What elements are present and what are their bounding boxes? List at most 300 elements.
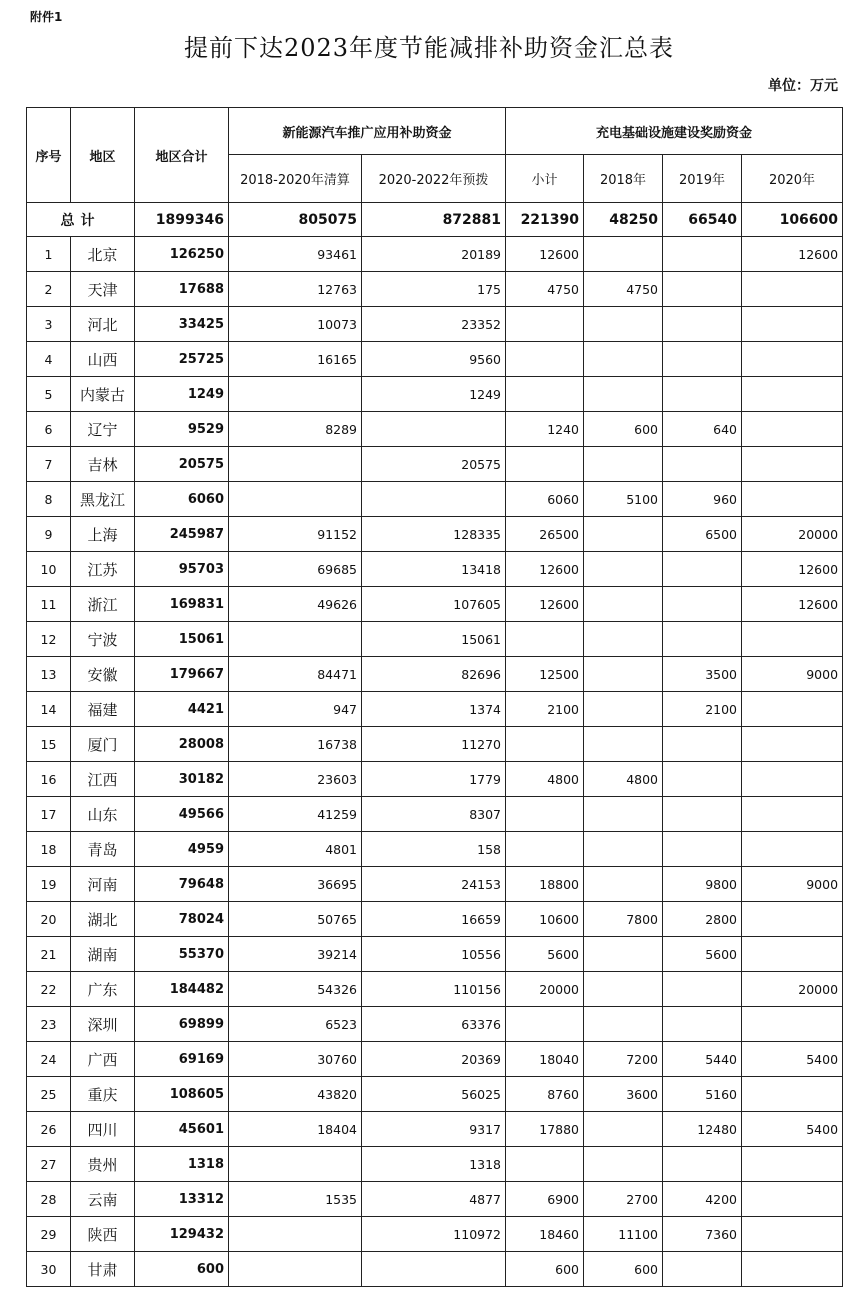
cell-2018 <box>584 692 663 727</box>
cell-region-total: 179667 <box>135 657 229 692</box>
cell-nev-2020-2022: 107605 <box>362 587 506 622</box>
cell-nev-2018-2020 <box>229 377 362 412</box>
cell-nev-2018-2020: 6523 <box>229 1007 362 1042</box>
table-row <box>27 377 843 412</box>
cell-subtotal <box>506 1147 584 1182</box>
table-row <box>27 1252 843 1287</box>
cell-2019: 12480 <box>663 1112 742 1147</box>
cell-region-total: 20575 <box>135 447 229 482</box>
cell-2018 <box>584 1147 663 1182</box>
cell-nev-2018-2020: 18404 <box>229 1112 362 1147</box>
cell-nev-2018-2020: 69685 <box>229 552 362 587</box>
header-nev-2020-2022: 2020-2022年预拨 <box>362 155 506 203</box>
cell-nev-2020-2022: 110156 <box>362 972 506 1007</box>
cell-2019 <box>663 832 742 867</box>
table-row <box>27 517 843 552</box>
table-row <box>27 797 843 832</box>
cell-nev-2018-2020: 39214 <box>229 937 362 972</box>
cell-2019: 960 <box>663 482 742 517</box>
cell-region-total: 245987 <box>135 517 229 552</box>
total-row <box>27 203 843 237</box>
cell-subtotal <box>506 1007 584 1042</box>
cell-2020: 12600 <box>742 587 843 622</box>
cell-subtotal: 6900 <box>506 1182 584 1217</box>
cell-region: 安徽 <box>71 657 135 692</box>
cell-2020 <box>742 377 843 412</box>
cell-region: 云南 <box>71 1182 135 1217</box>
cell-subtotal: 18460 <box>506 1217 584 1252</box>
cell-2019 <box>663 237 742 272</box>
cell-2018: 4800 <box>584 762 663 797</box>
cell-index: 5 <box>27 377 71 412</box>
cell-region: 四川 <box>71 1112 135 1147</box>
table-row <box>27 902 843 937</box>
cell-nev-2020-2022: 1374 <box>362 692 506 727</box>
cell-region-total: 184482 <box>135 972 229 1007</box>
cell-subtotal <box>506 832 584 867</box>
cell-nev-2018-2020: 50765 <box>229 902 362 937</box>
cell-index: 3 <box>27 307 71 342</box>
cell-2018 <box>584 972 663 1007</box>
cell-nev-2020-2022: 63376 <box>362 1007 506 1042</box>
table-row <box>27 237 843 272</box>
cell-subtotal <box>506 727 584 762</box>
cell-subtotal: 600 <box>506 1252 584 1287</box>
table-row <box>27 412 843 447</box>
cell-2018 <box>584 237 663 272</box>
cell-2019 <box>663 972 742 1007</box>
cell-region: 河北 <box>71 307 135 342</box>
cell-nev-2018-2020: 43820 <box>229 1077 362 1112</box>
cell-index: 30 <box>27 1252 71 1287</box>
cell-2020 <box>742 1147 843 1182</box>
cell-nev-2020-2022: 128335 <box>362 517 506 552</box>
table-row <box>27 587 843 622</box>
cell-region: 辽宁 <box>71 412 135 447</box>
cell-2020 <box>742 937 843 972</box>
cell-nev-2018-2020: 91152 <box>229 517 362 552</box>
cell-2018 <box>584 1112 663 1147</box>
cell-index: 25 <box>27 1077 71 1112</box>
cell-region-total: 79648 <box>135 867 229 902</box>
cell-subtotal: 4800 <box>506 762 584 797</box>
cell-nev-2020-2022: 4877 <box>362 1182 506 1217</box>
cell-nev-2020-2022: 1779 <box>362 762 506 797</box>
table-row <box>27 1182 843 1217</box>
cell-index: 2 <box>27 272 71 307</box>
cell-nev-2018-2020 <box>229 1147 362 1182</box>
cell-nev-2018-2020 <box>229 1252 362 1287</box>
cell-2018 <box>584 552 663 587</box>
cell-region-total: 69899 <box>135 1007 229 1042</box>
cell-nev-2018-2020 <box>229 622 362 657</box>
cell-nev-2018-2020: 1535 <box>229 1182 362 1217</box>
cell-region-total: 95703 <box>135 552 229 587</box>
cell-index: 6 <box>27 412 71 447</box>
cell-region: 福建 <box>71 692 135 727</box>
header-2020: 2020年 <box>742 155 843 203</box>
cell-2020 <box>742 447 843 482</box>
cell-subtotal: 12500 <box>506 657 584 692</box>
cell-2019: 9800 <box>663 867 742 902</box>
total-region-total: 1899346 <box>135 203 229 237</box>
cell-region-total: 9529 <box>135 412 229 447</box>
cell-2020: 5400 <box>742 1112 843 1147</box>
cell-region-total: 55370 <box>135 937 229 972</box>
header-group-charging: 充电基础设施建设奖励资金 <box>506 108 843 155</box>
cell-nev-2018-2020: 41259 <box>229 797 362 832</box>
cell-nev-2020-2022: 20189 <box>362 237 506 272</box>
cell-2019 <box>663 587 742 622</box>
cell-2019: 7360 <box>663 1217 742 1252</box>
cell-index: 8 <box>27 482 71 517</box>
cell-2018 <box>584 377 663 412</box>
cell-region: 厦门 <box>71 727 135 762</box>
cell-subtotal <box>506 342 584 377</box>
cell-region-total: 129432 <box>135 1217 229 1252</box>
cell-index: 26 <box>27 1112 71 1147</box>
cell-index: 17 <box>27 797 71 832</box>
unit-label: 单位：万元 <box>768 78 838 94</box>
total-2019: 66540 <box>663 203 742 237</box>
cell-nev-2020-2022: 20369 <box>362 1042 506 1077</box>
cell-2020: 20000 <box>742 972 843 1007</box>
cell-nev-2020-2022: 9560 <box>362 342 506 377</box>
cell-2019 <box>663 307 742 342</box>
table-row <box>27 272 843 307</box>
cell-2020: 9000 <box>742 867 843 902</box>
cell-index: 14 <box>27 692 71 727</box>
cell-region: 甘肃 <box>71 1252 135 1287</box>
cell-nev-2020-2022: 24153 <box>362 867 506 902</box>
cell-nev-2018-2020: 49626 <box>229 587 362 622</box>
cell-nev-2018-2020 <box>229 1217 362 1252</box>
cell-2020: 12600 <box>742 237 843 272</box>
cell-2018: 600 <box>584 412 663 447</box>
cell-region-total: 13312 <box>135 1182 229 1217</box>
cell-region-total: 49566 <box>135 797 229 832</box>
cell-2018: 2700 <box>584 1182 663 1217</box>
cell-index: 28 <box>27 1182 71 1217</box>
cell-region: 贵州 <box>71 1147 135 1182</box>
cell-2018: 600 <box>584 1252 663 1287</box>
cell-region: 广西 <box>71 1042 135 1077</box>
cell-region: 山西 <box>71 342 135 377</box>
cell-nev-2020-2022 <box>362 1252 506 1287</box>
cell-index: 22 <box>27 972 71 1007</box>
cell-2018: 4750 <box>584 272 663 307</box>
cell-subtotal: 26500 <box>506 517 584 552</box>
cell-subtotal: 10600 <box>506 902 584 937</box>
cell-nev-2020-2022: 16659 <box>362 902 506 937</box>
header-region-total: 地区合计 <box>135 108 229 203</box>
cell-nev-2020-2022: 11270 <box>362 727 506 762</box>
cell-2018: 3600 <box>584 1077 663 1112</box>
cell-nev-2020-2022: 15061 <box>362 622 506 657</box>
cell-2020 <box>742 1182 843 1217</box>
table-row <box>27 1112 843 1147</box>
cell-2020 <box>742 307 843 342</box>
cell-2020 <box>742 342 843 377</box>
table-row <box>27 1147 843 1182</box>
cell-region-total: 6060 <box>135 482 229 517</box>
table-row <box>27 1217 843 1252</box>
cell-2019 <box>663 342 742 377</box>
cell-2018: 7800 <box>584 902 663 937</box>
cell-subtotal: 8760 <box>506 1077 584 1112</box>
cell-2020 <box>742 902 843 937</box>
cell-2019 <box>663 377 742 412</box>
cell-region: 天津 <box>71 272 135 307</box>
cell-region-total: 78024 <box>135 902 229 937</box>
total-label: 总计 <box>27 203 135 237</box>
cell-2019 <box>663 1147 742 1182</box>
cell-2018 <box>584 517 663 552</box>
cell-nev-2018-2020: 84471 <box>229 657 362 692</box>
cell-nev-2018-2020: 10073 <box>229 307 362 342</box>
cell-region: 广东 <box>71 972 135 1007</box>
cell-2018 <box>584 797 663 832</box>
cell-index: 15 <box>27 727 71 762</box>
table-row <box>27 727 843 762</box>
table-row <box>27 692 843 727</box>
cell-nev-2020-2022: 56025 <box>362 1077 506 1112</box>
cell-subtotal: 5600 <box>506 937 584 972</box>
cell-2019: 5600 <box>663 937 742 972</box>
cell-region: 北京 <box>71 237 135 272</box>
cell-2018 <box>584 937 663 972</box>
cell-region: 江西 <box>71 762 135 797</box>
cell-nev-2020-2022: 1318 <box>362 1147 506 1182</box>
cell-index: 20 <box>27 902 71 937</box>
cell-nev-2020-2022: 8307 <box>362 797 506 832</box>
cell-2019: 5440 <box>663 1042 742 1077</box>
cell-subtotal <box>506 377 584 412</box>
subsidy-summary-table <box>26 107 843 1287</box>
total-2020: 106600 <box>742 203 843 237</box>
cell-subtotal <box>506 797 584 832</box>
cell-2020 <box>742 762 843 797</box>
cell-2018 <box>584 447 663 482</box>
cell-subtotal <box>506 622 584 657</box>
cell-subtotal: 17880 <box>506 1112 584 1147</box>
cell-region-total: 1249 <box>135 377 229 412</box>
cell-region-total: 45601 <box>135 1112 229 1147</box>
cell-subtotal: 12600 <box>506 587 584 622</box>
header-group-nev: 新能源汽车推广应用补助资金 <box>229 108 506 155</box>
cell-nev-2018-2020: 4801 <box>229 832 362 867</box>
cell-index: 1 <box>27 237 71 272</box>
cell-2020 <box>742 1217 843 1252</box>
cell-nev-2018-2020: 23603 <box>229 762 362 797</box>
cell-nev-2018-2020: 8289 <box>229 412 362 447</box>
table-row <box>27 867 843 902</box>
cell-nev-2020-2022 <box>362 412 506 447</box>
cell-subtotal: 4750 <box>506 272 584 307</box>
cell-nev-2018-2020: 36695 <box>229 867 362 902</box>
cell-2019 <box>663 727 742 762</box>
cell-2020 <box>742 622 843 657</box>
table-row <box>27 762 843 797</box>
cell-index: 9 <box>27 517 71 552</box>
cell-region-total: 17688 <box>135 272 229 307</box>
total-nev-2020-2022: 872881 <box>362 203 506 237</box>
table-row <box>27 1007 843 1042</box>
cell-2019: 2800 <box>663 902 742 937</box>
cell-region: 山东 <box>71 797 135 832</box>
cell-region-total: 30182 <box>135 762 229 797</box>
table-row <box>27 447 843 482</box>
cell-region: 湖北 <box>71 902 135 937</box>
cell-2020 <box>742 797 843 832</box>
cell-2020 <box>742 1007 843 1042</box>
cell-2020: 9000 <box>742 657 843 692</box>
cell-index: 10 <box>27 552 71 587</box>
cell-2018 <box>584 307 663 342</box>
cell-region: 深圳 <box>71 1007 135 1042</box>
cell-nev-2018-2020: 93461 <box>229 237 362 272</box>
cell-subtotal: 1240 <box>506 412 584 447</box>
cell-2019 <box>663 1007 742 1042</box>
cell-subtotal: 20000 <box>506 972 584 1007</box>
cell-nev-2018-2020: 54326 <box>229 972 362 1007</box>
cell-nev-2020-2022: 10556 <box>362 937 506 972</box>
cell-2019: 6500 <box>663 517 742 552</box>
cell-2019 <box>663 272 742 307</box>
table-row <box>27 657 843 692</box>
table-row <box>27 552 843 587</box>
cell-2019: 640 <box>663 412 742 447</box>
header-nev-2018-2020: 2018-2020年清算 <box>229 155 362 203</box>
total-subtotal: 221390 <box>506 203 584 237</box>
table-row <box>27 622 843 657</box>
cell-2020: 5400 <box>742 1042 843 1077</box>
cell-2018 <box>584 832 663 867</box>
cell-2020 <box>742 412 843 447</box>
cell-2020 <box>742 692 843 727</box>
cell-index: 21 <box>27 937 71 972</box>
cell-nev-2020-2022: 9317 <box>362 1112 506 1147</box>
cell-2020 <box>742 727 843 762</box>
cell-nev-2020-2022: 20575 <box>362 447 506 482</box>
cell-index: 13 <box>27 657 71 692</box>
cell-index: 18 <box>27 832 71 867</box>
header-2018: 2018年 <box>584 155 663 203</box>
cell-2018: 7200 <box>584 1042 663 1077</box>
cell-region: 内蒙古 <box>71 377 135 412</box>
cell-index: 7 <box>27 447 71 482</box>
cell-region-total: 15061 <box>135 622 229 657</box>
cell-subtotal <box>506 447 584 482</box>
cell-region-total: 169831 <box>135 587 229 622</box>
cell-region-total: 108605 <box>135 1077 229 1112</box>
cell-region-total: 28008 <box>135 727 229 762</box>
cell-2020 <box>742 272 843 307</box>
cell-2019: 4200 <box>663 1182 742 1217</box>
cell-region: 宁波 <box>71 622 135 657</box>
cell-2020: 20000 <box>742 517 843 552</box>
cell-region: 上海 <box>71 517 135 552</box>
table-row <box>27 937 843 972</box>
cell-region: 河南 <box>71 867 135 902</box>
cell-subtotal: 2100 <box>506 692 584 727</box>
cell-index: 27 <box>27 1147 71 1182</box>
cell-index: 12 <box>27 622 71 657</box>
cell-region-total: 126250 <box>135 237 229 272</box>
cell-nev-2020-2022: 82696 <box>362 657 506 692</box>
cell-region-total: 69169 <box>135 1042 229 1077</box>
cell-nev-2018-2020: 12763 <box>229 272 362 307</box>
cell-subtotal: 12600 <box>506 552 584 587</box>
cell-nev-2020-2022: 23352 <box>362 307 506 342</box>
cell-region: 青岛 <box>71 832 135 867</box>
cell-nev-2020-2022: 1249 <box>362 377 506 412</box>
cell-nev-2020-2022 <box>362 482 506 517</box>
cell-2018: 5100 <box>584 482 663 517</box>
cell-subtotal: 6060 <box>506 482 584 517</box>
table-row <box>27 972 843 1007</box>
table-row <box>27 342 843 377</box>
cell-nev-2018-2020 <box>229 482 362 517</box>
cell-nev-2018-2020: 16165 <box>229 342 362 377</box>
cell-region: 陕西 <box>71 1217 135 1252</box>
cell-2018 <box>584 867 663 902</box>
total-2018: 48250 <box>584 203 663 237</box>
cell-2018 <box>584 1007 663 1042</box>
cell-subtotal: 12600 <box>506 237 584 272</box>
table-row <box>27 1042 843 1077</box>
header-index: 序号 <box>27 108 71 203</box>
cell-index: 24 <box>27 1042 71 1077</box>
cell-nev-2020-2022: 158 <box>362 832 506 867</box>
cell-index: 23 <box>27 1007 71 1042</box>
cell-2020 <box>742 1077 843 1112</box>
cell-nev-2018-2020 <box>229 447 362 482</box>
cell-index: 16 <box>27 762 71 797</box>
cell-2018 <box>584 657 663 692</box>
table-row <box>27 482 843 517</box>
cell-2019 <box>663 797 742 832</box>
cell-index: 11 <box>27 587 71 622</box>
page-title: 提前下达2023年度节能减排补助资金汇总表 <box>183 34 675 62</box>
cell-region: 浙江 <box>71 587 135 622</box>
cell-subtotal: 18040 <box>506 1042 584 1077</box>
cell-2018 <box>584 342 663 377</box>
table-row <box>27 832 843 867</box>
cell-index: 29 <box>27 1217 71 1252</box>
cell-index: 19 <box>27 867 71 902</box>
cell-subtotal: 18800 <box>506 867 584 902</box>
cell-subtotal <box>506 307 584 342</box>
cell-nev-2018-2020: 947 <box>229 692 362 727</box>
attachment-label: 附件1 <box>30 10 63 24</box>
cell-2019 <box>663 1252 742 1287</box>
cell-region: 吉林 <box>71 447 135 482</box>
table-row <box>27 307 843 342</box>
cell-2018: 11100 <box>584 1217 663 1252</box>
cell-region: 重庆 <box>71 1077 135 1112</box>
table-row <box>27 1077 843 1112</box>
cell-region: 黑龙江 <box>71 482 135 517</box>
cell-2019: 3500 <box>663 657 742 692</box>
cell-region: 湖南 <box>71 937 135 972</box>
cell-nev-2018-2020: 16738 <box>229 727 362 762</box>
cell-region-total: 33425 <box>135 307 229 342</box>
cell-region-total: 25725 <box>135 342 229 377</box>
cell-2019: 5160 <box>663 1077 742 1112</box>
cell-region: 江苏 <box>71 552 135 587</box>
cell-region-total: 4421 <box>135 692 229 727</box>
